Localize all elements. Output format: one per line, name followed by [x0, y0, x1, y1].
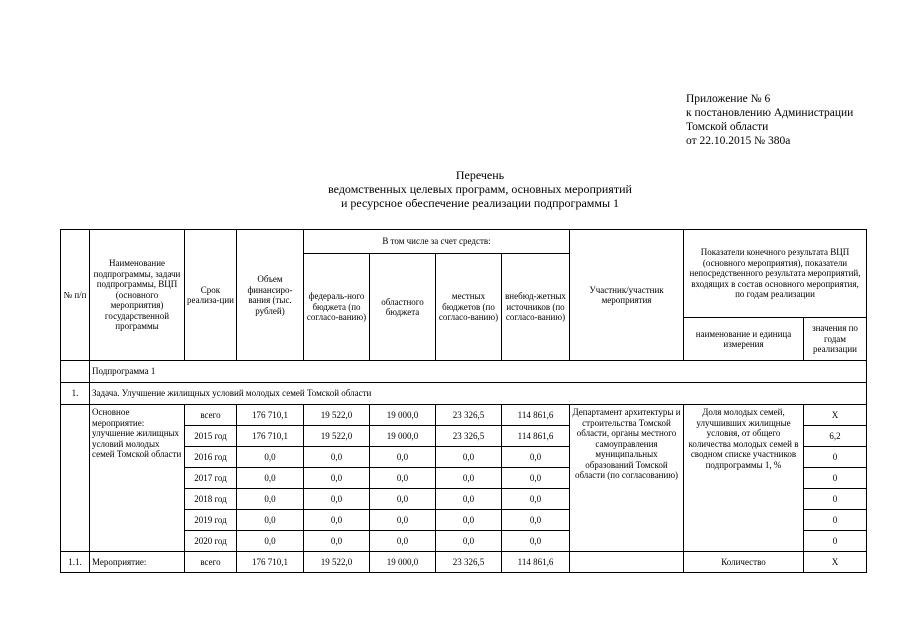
main-activity-name	[90, 405, 185, 552]
volume-cell: 176 710,1	[237, 405, 304, 426]
appendix-line: Приложение № 6	[686, 93, 771, 105]
activity-num: 1.1.	[61, 552, 90, 573]
offbudget-cell: 0,0	[502, 510, 570, 531]
federal-cell: 19 522,0	[304, 405, 370, 426]
term-cell: 2015 год	[185, 426, 237, 447]
federal-cell: 0,0	[304, 447, 370, 468]
term-cell: 2020 год	[185, 531, 237, 552]
title-line: и ресурсное обеспечение реализации подпрограммы 1	[340, 196, 620, 210]
table-row	[61, 405, 867, 426]
offbudget-cell: 0,0	[502, 489, 570, 510]
value-cell: X	[804, 405, 867, 426]
regional-cell: 0,0	[370, 447, 436, 468]
term-cell: 2017 год	[185, 468, 237, 489]
value-cell: 0	[804, 468, 867, 489]
header-local: местных бюджетов (по согласо-ванию)	[436, 254, 502, 361]
volume-cell: 0,0	[237, 531, 304, 552]
federal-cell: 19 522,0	[304, 552, 370, 573]
regional-cell: 0,0	[370, 531, 436, 552]
appendix-line: к постановлению Администрации	[686, 107, 854, 119]
local-cell: 0,0	[436, 447, 502, 468]
value-cell: 0	[804, 510, 867, 531]
regional-cell: 19 000,0	[370, 552, 436, 573]
volume-cell: 0,0	[237, 468, 304, 489]
regional-cell: 19 000,0	[370, 426, 436, 447]
volume-cell: 176 710,1	[237, 552, 304, 573]
empty-cell	[570, 552, 684, 573]
header-volume: Объем финансиро-вания (тыс. рублей)	[237, 230, 304, 361]
term-cell: 2018 год	[185, 489, 237, 510]
federal-cell: 0,0	[304, 531, 370, 552]
main-activity-indicator	[684, 405, 804, 552]
table-row	[61, 552, 867, 573]
regional-cell: 0,0	[370, 510, 436, 531]
local-cell: 23 326,5	[436, 552, 502, 573]
value-cell: 6,2	[804, 426, 867, 447]
header-term: Срок реализа-ции	[185, 230, 237, 361]
header-num: № п/п	[61, 230, 90, 361]
empty-cell	[61, 405, 90, 552]
title-line: Перечень	[455, 168, 505, 182]
term-cell: 2016 год	[185, 447, 237, 468]
header-ind-name: наименование и единица измерения	[684, 318, 804, 361]
activity-name: Мероприятие:	[90, 552, 185, 573]
header-offbudget: внебюд-жетных источников (по согласо-ванию)	[502, 254, 570, 361]
header-regional: областного бюджета	[370, 254, 436, 361]
federal-cell: 0,0	[304, 510, 370, 531]
offbudget-cell: 0,0	[502, 468, 570, 489]
header-ind-values: значения по годам реализации	[804, 318, 867, 361]
local-cell: 0,0	[436, 468, 502, 489]
offbudget-cell: 0,0	[502, 447, 570, 468]
volume-cell: 0,0	[237, 447, 304, 468]
term-cell: всего	[185, 552, 237, 573]
value-cell: 0	[804, 531, 867, 552]
empty-cell	[61, 361, 90, 383]
federal-cell: 19 522,0	[304, 426, 370, 447]
term-cell: всего	[185, 405, 237, 426]
indicator-text: Доля молодых семей, улучшивших жилищные условия, от общего количества молодых семей в сводном списке участников подпрограммы 1, %	[688, 407, 799, 470]
activities-table	[60, 229, 867, 573]
header-name: Наименование подпрограммы, задачи подпрограммы, ВЦП (основного мероприятия) государственной программы	[90, 230, 185, 361]
local-cell: 23 326,5	[436, 426, 502, 447]
appendix-block	[686, 92, 853, 148]
header-indicators: Показатели конечного результата ВЦП (основного мероприятия), показатели непосредственного результата мероприятий, входящих в состав основного мероприятия, по годам реализации	[684, 230, 867, 318]
offbudget-cell: 114 861,6	[502, 426, 570, 447]
offbudget-cell: 114 861,6	[502, 552, 570, 573]
local-cell: 0,0	[436, 489, 502, 510]
main-activity-name-text: Основное мероприятие: улучшение жилищных условий молодых семей Томской области	[92, 407, 182, 459]
header-federal: федераль-ного бюджета (по согласо-ванию)	[304, 254, 370, 361]
local-cell: 0,0	[436, 510, 502, 531]
main-activity-participant	[570, 405, 684, 552]
value-cell: X	[804, 552, 867, 573]
regional-cell: 0,0	[370, 489, 436, 510]
document-title	[270, 168, 690, 210]
participant-text: Департамент архитектуры и строительства Томской области, органы местного самоуправления муниципальных образований Томской области (по согласованию)	[572, 407, 681, 480]
volume-cell: 0,0	[237, 489, 304, 510]
offbudget-cell: 0,0	[502, 531, 570, 552]
local-cell: 23 326,5	[436, 405, 502, 426]
task-row: Задача. Улучшение жилищных условий молодых семей Томской области	[90, 383, 867, 405]
local-cell: 0,0	[436, 531, 502, 552]
appendix-line: Томской области	[686, 121, 769, 133]
volume-cell: 176 710,1	[237, 426, 304, 447]
title-line: ведомственных целевых программ, основных мероприятий	[328, 182, 632, 196]
federal-cell: 0,0	[304, 468, 370, 489]
indicator-cell: Количество	[684, 552, 804, 573]
regional-cell: 19 000,0	[370, 405, 436, 426]
header-participant: Участник/участник мероприятия	[570, 230, 684, 361]
regional-cell: 0,0	[370, 468, 436, 489]
offbudget-cell: 114 861,6	[502, 405, 570, 426]
task-num: 1.	[61, 383, 90, 405]
value-cell: 0	[804, 489, 867, 510]
federal-cell: 0,0	[304, 489, 370, 510]
value-cell: 0	[804, 447, 867, 468]
appendix-line: от 22.10.2015 № 380а	[686, 135, 791, 147]
term-cell: 2019 год	[185, 510, 237, 531]
volume-cell: 0,0	[237, 510, 304, 531]
subprogram-row: Подпрограмма 1	[90, 361, 867, 383]
header-including: В том числе за счет средств:	[304, 230, 570, 254]
